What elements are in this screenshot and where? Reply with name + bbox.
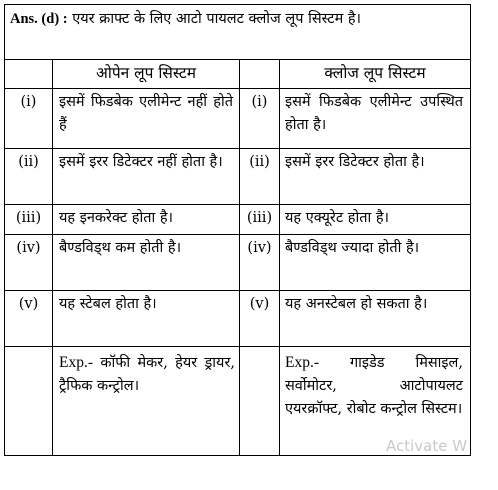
open-loop-cell: यह इनकरेक्ट होता है। xyxy=(59,210,174,226)
example-label: Exp.- xyxy=(59,354,94,371)
row-number: (iv) xyxy=(16,240,41,256)
example-text: कॉफी मेकर, हेयर ड्रायर, ट्रैफिक कन्ट्रोल। xyxy=(59,355,235,394)
answer-statement xyxy=(10,8,465,31)
divider xyxy=(5,88,470,89)
closed-loop-cell: इसमें फिडबेक एलीमेन्ट उपस्थित होता है। xyxy=(285,94,463,133)
divider xyxy=(5,59,470,60)
row-number: (iv) xyxy=(247,240,272,256)
open-loop-cell: इसमें इरर डिटेक्टर नहीं होता है। xyxy=(59,154,223,170)
example-label: Exp.- xyxy=(285,354,320,371)
answer-text: एयर क्राफ्ट के लिए आटो पायलट क्लोज लूप सिस्टम है। xyxy=(72,11,362,27)
closed-loop-examples xyxy=(285,351,463,421)
column-divider xyxy=(279,59,280,455)
answer-table xyxy=(4,4,471,456)
row-number: (ii) xyxy=(18,154,39,170)
closed-loop-cell: इसमें इरर डिटेक्टर होता है। xyxy=(285,154,425,170)
header-closed-loop: क्लोज लूप सिस्टम xyxy=(324,64,426,82)
divider xyxy=(5,204,470,205)
open-loop-cell: इसमें फिडबेक एलीमेन्ट नहीं होते हैं xyxy=(59,94,233,133)
closed-loop-cell: यह एक्यूरेट होता है। xyxy=(285,210,390,226)
row-number: (i) xyxy=(251,94,268,110)
closed-loop-cell: बैण्डविड्थ ज्यादा होती है। xyxy=(285,240,420,256)
row-number: (v) xyxy=(249,296,270,312)
open-loop-cell: यह स्टेबल होता है। xyxy=(59,296,157,312)
open-loop-examples xyxy=(59,351,235,398)
row-number: (iii) xyxy=(246,210,273,226)
row-number: (v) xyxy=(18,296,39,312)
open-loop-cell: बैण्डविड्थ कम होती है। xyxy=(59,240,182,256)
answer-label: Ans. (d) : xyxy=(10,11,68,27)
divider xyxy=(5,346,470,347)
column-divider xyxy=(52,59,53,455)
row-number: (ii) xyxy=(249,154,270,170)
divider xyxy=(5,234,470,235)
example-text: गाइडेड मिसाइल, सर्वोमोटर, आटोपायलट एयरक्रॉफ्ट, रोबोट कन्ट्रोल सिस्टम। xyxy=(285,355,463,417)
divider xyxy=(5,148,470,149)
row-number: (iii) xyxy=(15,210,42,226)
closed-loop-cell: यह अनस्टेबल हो सकता है। xyxy=(285,296,428,312)
divider xyxy=(5,290,470,291)
row-number: (i) xyxy=(20,94,37,110)
activation-watermark: Activate W xyxy=(386,437,468,455)
header-open-loop: ओपेन लूप सिस्टम xyxy=(95,64,197,82)
